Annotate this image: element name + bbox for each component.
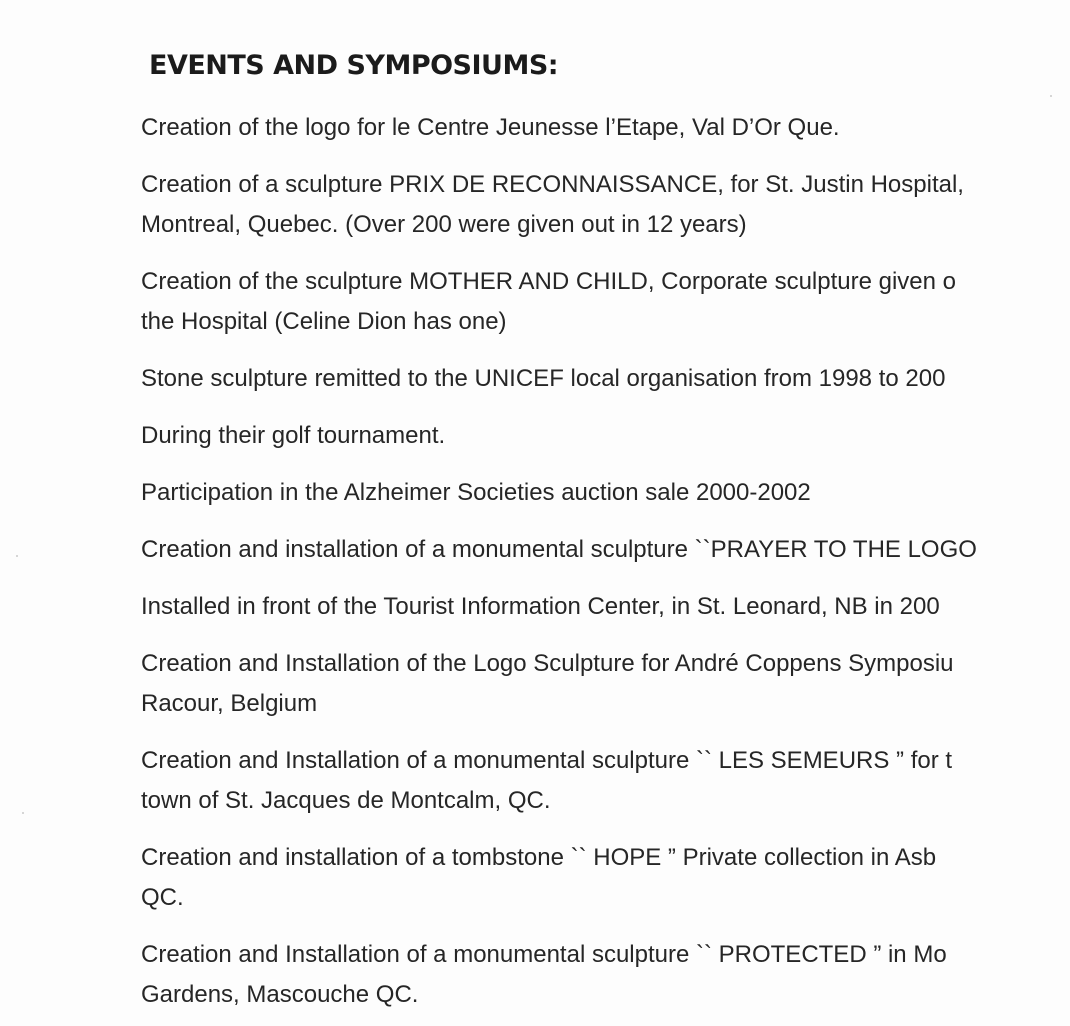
list-item [141, 838, 1070, 918]
entry-line: Participation in the Alzheimer Societies auction sale 2000-2002 [141, 479, 811, 506]
entry-line: Creation and Installation of a monumental sculpture `` PROTECTED ” in Mo [141, 941, 947, 968]
entry-line: Creation of the logo for le Centre Jeunesse l’Etape, Val D’Or Que. [141, 114, 840, 141]
list-item [141, 262, 1070, 342]
scan-speck [22, 812, 24, 814]
list-item [141, 530, 1070, 570]
entry-line: Stone sculpture remitted to the UNICEF local organisation from 1998 to 200 [141, 365, 946, 392]
list-item [141, 108, 1070, 148]
entry-line: Racour, Belgium [141, 690, 318, 717]
entry-line: the Hospital (Celine Dion has one) [141, 308, 507, 335]
entry-line: Gardens, Mascouche QC. [141, 981, 419, 1008]
entry-line: During their golf tournament. [141, 422, 446, 449]
entry-line: Installed in front of the Tourist Information Center, in St. Leonard, NB in 200 [141, 593, 940, 620]
entry-line: Montreal, Quebec. (Over 200 were given out in 12 years) [141, 211, 747, 238]
list-item [141, 473, 1070, 513]
list-item [141, 644, 1070, 724]
entry-line: Creation and Installation of a monumental sculpture `` LES SEMEURS ” for t [141, 747, 953, 774]
entry-line: Creation of the sculpture MOTHER AND CHILD, Corporate sculpture given o [141, 268, 957, 295]
list-item [141, 741, 1070, 821]
entry-line: Creation and installation of a monumental sculpture ``PRAYER TO THE LOGO [141, 536, 977, 563]
list-item [141, 359, 1070, 399]
list-item [141, 165, 1070, 245]
entry-line: QC. [141, 884, 184, 911]
entry-line: Creation and installation of a tombstone `` HOPE ” Private collection in Asb [141, 844, 937, 871]
list-item [141, 587, 1070, 627]
entry-line: Creation and Installation of the Logo Sculpture for André Coppens Symposiu [141, 650, 954, 677]
events-list [141, 108, 1070, 1026]
list-item [141, 416, 1070, 456]
scan-speck [16, 555, 18, 557]
list-item [141, 935, 1070, 1015]
section-heading: EVENTS AND SYMPOSIUMS: [149, 50, 559, 81]
entry-line: Creation of a sculpture PRIX DE RECONNAISSANCE, for St. Justin Hospital, [141, 171, 964, 198]
entry-line: town of St. Jacques de Montcalm, QC. [141, 787, 551, 814]
scan-speck [1050, 95, 1052, 97]
